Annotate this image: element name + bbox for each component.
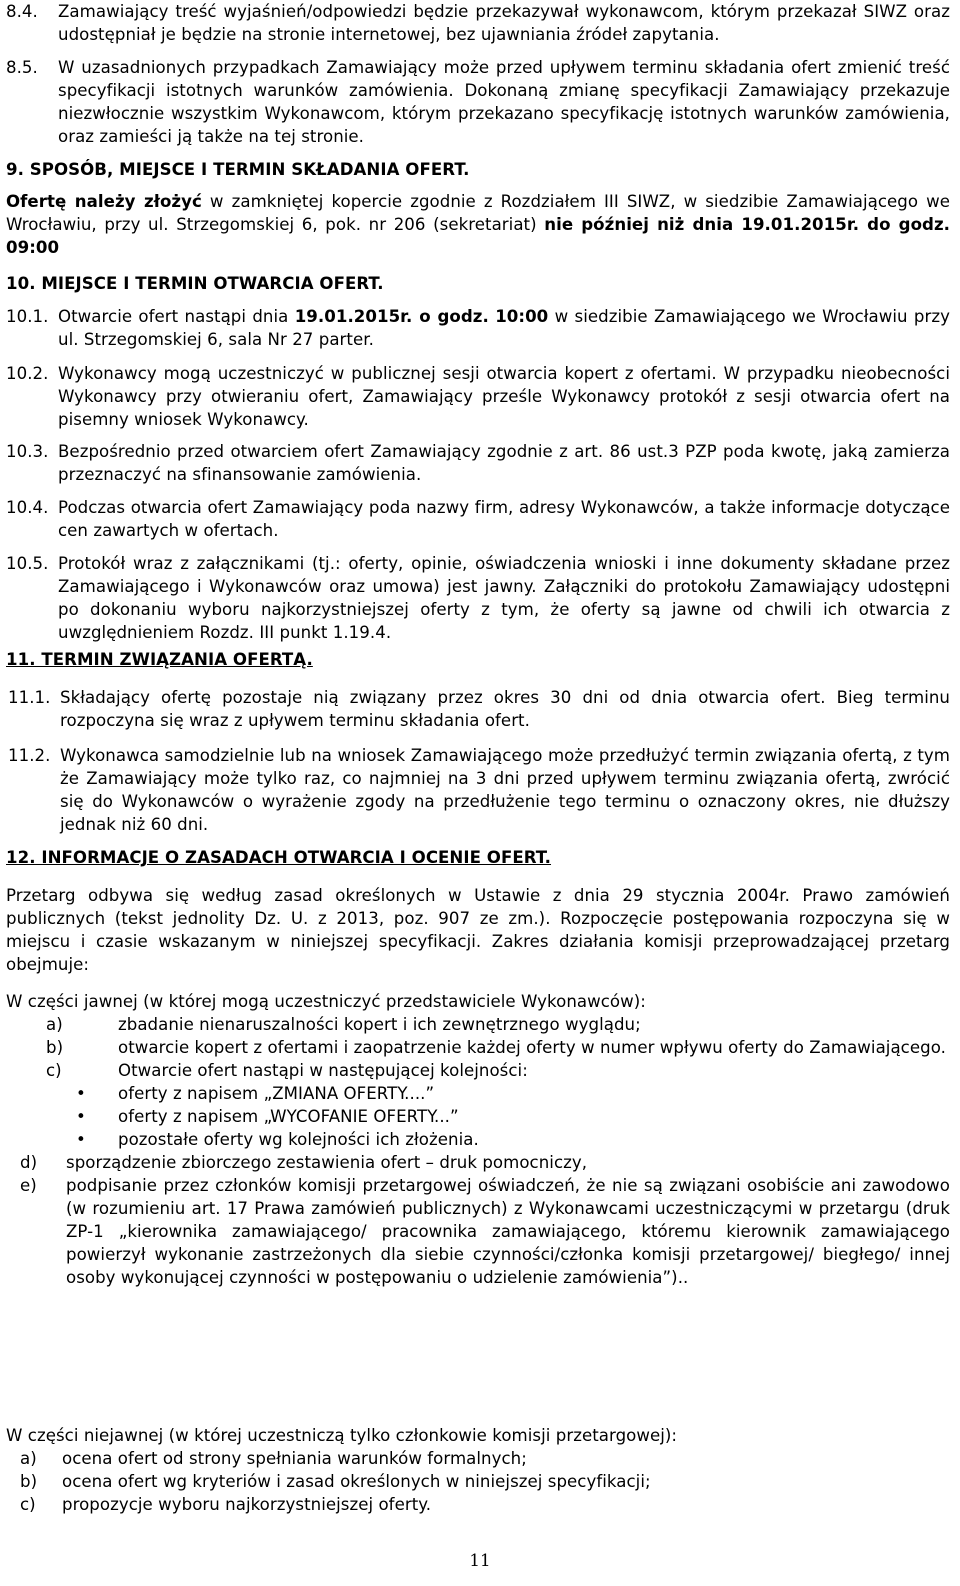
bold-text: Ofertę należy złożyć — [6, 192, 202, 211]
bullet-icon: • — [76, 1084, 86, 1103]
list-item — [6, 1174, 950, 1289]
list-item-text: ocena ofert od strony spełniania warunków formalnych; — [62, 1449, 527, 1468]
list-item-text: podpisanie przez członków komisji przetargowej oświadczeń, że nie są związani osobiście ani zawodowo (w rozumieniu art. 17 Prawa zamówień publicznych) z Wykonawcami uczestniczącymi w przetargu (druk ZP-1 „kierownika zamawiającego/ pracownika zamawiającego, któremu kierownik zamawiającego powierzył wykonanie zastrzeżonych dla siebie czynności/członka komisji przetargowej/ biegłego/ innej osoby wykonującej czynności w postępowaniu o udzielenie zamówienia”).. — [66, 1176, 950, 1287]
non-public-part-list — [6, 1447, 950, 1516]
list-item — [6, 1470, 950, 1493]
section-12-intro: Przetarg odbywa się według zasad określonych w Ustawie z dnia 29 stycznia 2004r. Prawo zamówień publicznych (tekst jednolity Dz. U. z 2013, poz. 907 ze zm.). Rozpoczęcie postępowania rozpoczyna się w miejscu i czasie wskazanym w niniejszej specyfikacji. Zakres działania komisji przeprowadzającej przetarg obejmuje: — [6, 886, 950, 974]
list-item-text: propozycje wyboru najkorzystniejszej oferty. — [62, 1495, 432, 1514]
section-heading-11 — [6, 648, 313, 671]
item-number: 10.1. — [6, 307, 49, 326]
bullet-text: pozostałe oferty wg kolejności ich złożenia. — [118, 1130, 479, 1149]
list-marker: a) — [46, 1015, 63, 1034]
item-text: Podczas otwarcia ofert Zamawiający poda nazwy firm, adresy Wykonawców, a także informacje dotyczące cen zawartych w ofertach. — [58, 498, 950, 540]
item-text — [58, 305, 950, 351]
list-item — [6, 1059, 950, 1082]
item-text: Bezpośrednio przed otwarciem ofert Zamawiający zgodnie z art. 86 ust.3 PZP poda kwotę, jaką zamierza przeznaczyć na sfinansowanie zamówienia. — [58, 442, 950, 484]
list-item — [6, 1036, 950, 1059]
date-text: 19.01.2015r. o godz. — [294, 307, 489, 326]
item-number: 10.2. — [6, 364, 49, 383]
bullet-item — [6, 1105, 950, 1128]
list-marker: c) — [20, 1495, 36, 1514]
list-item-text: otwarcie kopert z ofertami i zaopatrzenie każdej oferty w numer wpływu oferty do Zamawiającego. — [118, 1038, 946, 1057]
list-marker: d) — [20, 1153, 38, 1172]
time-text: 10:00 — [495, 307, 549, 326]
list-item — [6, 1493, 950, 1516]
item-text: Wykonawcy mogą uczestniczyć w publicznej sesji otwarcia kopert z ofertami. W przypadku nieobecności Wykonawcy przy otwieraniu ofert, Zamawiający prześle Wykonawcy protokół z sesji otwarcia ofert na pisemny wniosek Wykonawcy. — [58, 364, 950, 429]
section-10-4 — [6, 496, 950, 542]
section-8-4 — [6, 0, 950, 46]
bullet-item — [6, 1082, 950, 1105]
public-part-intro: W części jawnej (w której mogą uczestniczyć przedstawiciele Wykonawców): — [6, 992, 646, 1011]
bullet-text: oferty z napisem „ZMIANA OFERTY....” — [118, 1084, 435, 1103]
section-11-2 — [6, 744, 950, 836]
section-heading-9: 9. SPOSÓB, MIEJSCE I TERMIN SKŁADANIA OFERT. — [6, 160, 470, 179]
bullet-list — [6, 1082, 950, 1151]
list-item-text: Otwarcie ofert nastąpi w następującej kolejności: — [118, 1061, 528, 1080]
item-number: 10.3. — [6, 442, 49, 461]
heading-text: 12. INFORMACJE O ZASADACH OTWARCIA I OCENIE OFERT. — [6, 848, 552, 867]
item-text-part: Dokonaną zmianę specyfikacji Zamawiający przekazuje niezwłocznie wszystkim Wykonawcom, którym przekazano specyfikację istotnych warunków zamówienia, oraz zamieści ją także na tej stronie. — [58, 81, 951, 146]
section-heading-12 — [6, 846, 551, 869]
item-number: 8.4. — [6, 2, 38, 21]
deadline-text: nie później niż dnia 19.01.2015r. do godz. 09:00 — [6, 215, 951, 257]
paragraph-text: w zamkniętej kopercie zgodnie z Rozdziałem III SIWZ, w siedzibie Zamawiającego we Wrocławiu, przy ul. Strzegomskiej 6, pok. nr 206 (sekretariat) — [6, 192, 950, 234]
item-text: Wykonawca samodzielnie lub na wniosek Zamawiającego może przedłużyć termin związania ofertą, z tym że Zamawiający może tylko raz, co najmniej na 3 dni przed upływem terminu związania ofertą, zwrócić się do Wykonawców o wyrażenie zgody na przedłużenie tego terminu o oznaczony okres, nie dłuższy jednak niż 60 dni. — [60, 746, 950, 834]
item-number: 10.5. — [6, 554, 49, 573]
section-10-1 — [6, 305, 950, 351]
item-text: Składający ofertę pozostaje nią związany przez okres 30 dni od dnia otwarcia ofert. Bieg terminu rozpoczyna się wraz z upływem terminu składania ofert. — [60, 688, 950, 730]
item-text — [58, 56, 950, 148]
list-item-text: sporządzenie zbiorczego zestawienia ofert – druk pomocniczy, — [66, 1153, 588, 1172]
bullet-icon: • — [76, 1130, 86, 1149]
item-text-part: W uzasadnionych przypadkach Zamawiający może przed upływem terminu składania ofert zmienić treść specyfikacji istotnych warunków zamówienia. — [58, 58, 950, 100]
item-number: 8.5. — [6, 58, 38, 77]
item-text: Protokół wraz z załącznikami (tj.: oferty, opinie, oświadczenia wnioski i inne dokumenty składane przez Zamawiającego i Wykonawców oraz umowa) jest jawny. Załączniki do protokołu Zamawiający udostępni po dokonaniu wyboru najkorzystniejszej oferty z tym, że oferty są jawne od chwili ich otwarcia z uwzględnieniem Rozdz. III punkt 1.19.4. — [58, 554, 950, 642]
section-10-3 — [6, 440, 950, 486]
section-8-5 — [6, 56, 950, 148]
list-item-text: ocena ofert wg kryteriów i zasad określonych w niniejszej specyfikacji; — [62, 1472, 651, 1491]
bullet-icon: • — [76, 1107, 86, 1126]
list-item — [6, 1013, 950, 1036]
list-marker: c) — [46, 1061, 62, 1080]
item-text-part: w siedzibie Zamawiającego we Wrocławiu przy ul. Strzegomskiej 6, sala Nr 27 parter. — [58, 307, 951, 349]
list-marker: e) — [20, 1176, 37, 1195]
section-10-2 — [6, 362, 950, 431]
list-marker: b) — [46, 1038, 64, 1057]
item-text: Zamawiający treść wyjaśnień/odpowiedzi będzie przekazywał wykonawcom, którym przekazał SIWZ oraz udostępniał je będzie na stronie internetowej, bez ujawniania źródeł zapytania. — [58, 2, 950, 44]
list-item — [6, 1151, 950, 1174]
page-number: 11 — [469, 1551, 491, 1570]
list-marker: b) — [20, 1472, 38, 1491]
item-number: 10.4. — [6, 498, 49, 517]
list-item-text: zbadanie nienaruszalności kopert i ich zewnętrznego wyglądu; — [118, 1015, 641, 1034]
item-number: 11.1. — [8, 688, 51, 707]
public-part-list — [6, 1013, 950, 1289]
item-number: 11.2. — [8, 746, 51, 765]
bullet-item — [6, 1128, 950, 1151]
item-text-part: Otwarcie ofert nastąpi dnia — [58, 307, 295, 326]
heading-text: 11. TERMIN ZWIĄZANIA OFERTĄ. — [6, 650, 313, 669]
section-10-5 — [6, 552, 950, 644]
list-marker: a) — [20, 1449, 37, 1468]
section-9-paragraph — [6, 190, 950, 259]
section-heading-10: 10. MIEJSCE I TERMIN OTWARCIA OFERT. — [6, 274, 384, 293]
section-11-1 — [6, 686, 950, 732]
non-public-part-intro: W części niejawnej (w której uczestniczą tylko członkowie komisji przetargowej): — [6, 1426, 678, 1445]
list-item — [6, 1447, 950, 1470]
bullet-text: oferty z napisem „WYCOFANIE OFERTY...” — [118, 1107, 459, 1126]
